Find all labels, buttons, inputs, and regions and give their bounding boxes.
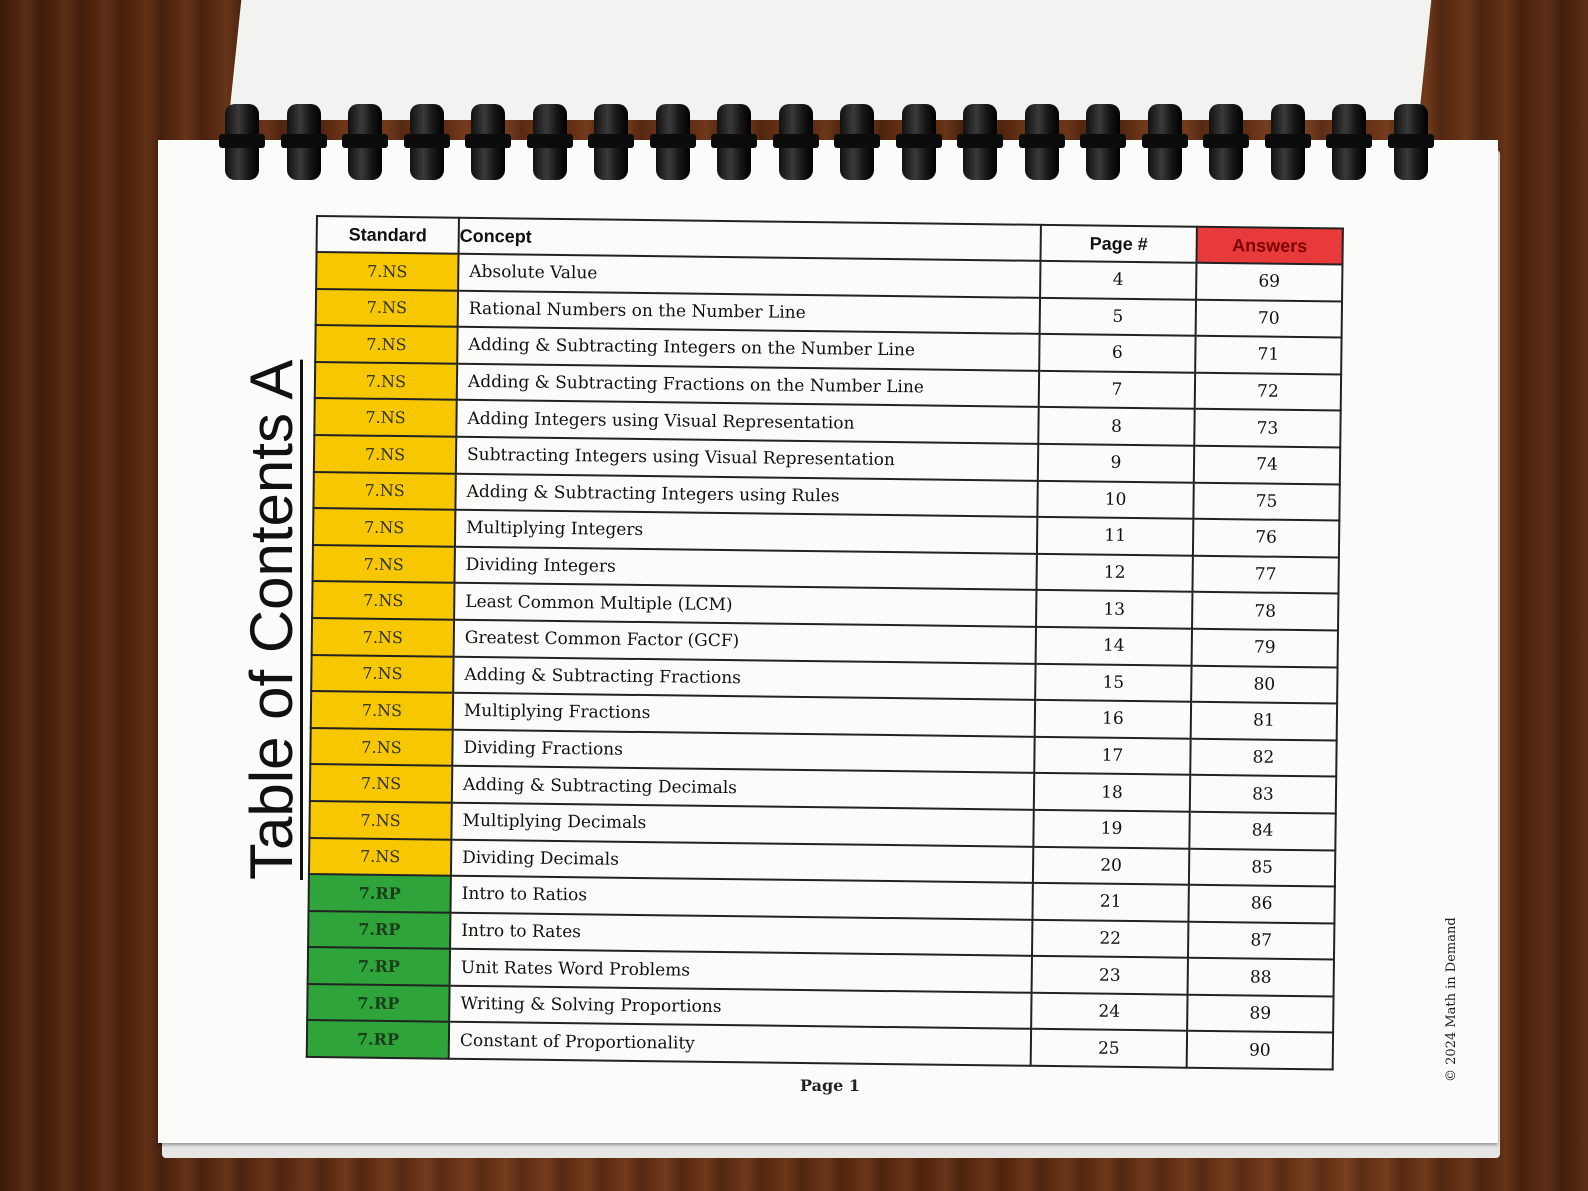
answers-cell: 70 — [1196, 299, 1342, 337]
page-cell: 18 — [1034, 773, 1190, 811]
standard-cell: 7.RP — [309, 874, 451, 912]
concept-text: Dividing Integers — [465, 554, 616, 577]
concept-text: Dividing Decimals — [462, 847, 620, 870]
page-cell: 15 — [1035, 663, 1191, 701]
answers-cell: 87 — [1188, 921, 1334, 959]
page-cell: 4 — [1040, 261, 1196, 299]
binding-coil — [840, 104, 874, 180]
copyright-notice: © 2024 Math in Demand — [1444, 917, 1459, 1082]
page-cell: 22 — [1032, 919, 1188, 957]
standard-cell: 7.NS — [310, 728, 452, 766]
binding-coil — [656, 104, 690, 180]
page-cell: 20 — [1033, 846, 1189, 884]
concept-text: Multiplying Integers — [466, 518, 644, 541]
standard-cell: 7.NS — [314, 435, 456, 473]
page-cell: 21 — [1032, 883, 1188, 921]
binding-coil — [1209, 104, 1243, 180]
concept-text: Absolute Value — [469, 262, 598, 284]
header-concept: Concept — [459, 218, 1041, 261]
standard-cell: 7.NS — [309, 801, 451, 839]
contents-table — [306, 215, 1344, 1071]
standard-cell: 7.NS — [311, 691, 453, 729]
page-number: Page 1 — [800, 1076, 861, 1095]
concept-text: Constant of Proportionality — [459, 1030, 695, 1054]
header-page: Page # — [1040, 225, 1196, 263]
page-cell: 17 — [1034, 737, 1190, 775]
standard-cell: 7.NS — [316, 289, 458, 327]
answers-cell: 69 — [1196, 263, 1342, 301]
standard-cell: 7.NS — [314, 398, 456, 436]
binding-coil — [1271, 104, 1305, 180]
binding-coil — [1086, 104, 1120, 180]
binding-coil — [963, 104, 997, 180]
concept-text: Adding Integers using Visual Representation — [467, 408, 855, 434]
page-cell: 23 — [1032, 956, 1188, 994]
answers-cell: 81 — [1191, 702, 1337, 740]
standard-cell: 7.NS — [310, 764, 452, 802]
concept-cell — [449, 1022, 1031, 1066]
concept-text: Rational Numbers on the Number Line — [468, 298, 806, 323]
page-cell: 9 — [1038, 444, 1194, 482]
page-cell: 19 — [1033, 810, 1189, 848]
standard-cell: 7.NS — [312, 581, 454, 619]
answers-cell: 76 — [1193, 519, 1339, 557]
answers-cell: 77 — [1192, 555, 1338, 593]
answers-cell: 78 — [1192, 592, 1338, 630]
answers-cell: 74 — [1194, 446, 1340, 484]
binding-coil — [533, 104, 567, 180]
binding-coil — [1332, 104, 1366, 180]
page-cell: 24 — [1031, 993, 1187, 1031]
standard-cell: 7.NS — [313, 545, 455, 583]
standard-cell: 7.NS — [313, 472, 455, 510]
page-cell: 14 — [1036, 627, 1192, 665]
concept-text: Dividing Fractions — [463, 737, 624, 760]
binding-coil — [717, 104, 751, 180]
page-cell: 5 — [1040, 297, 1196, 335]
binding-coil — [1394, 104, 1428, 180]
answers-cell: 79 — [1192, 629, 1338, 667]
page-cell: 6 — [1039, 334, 1195, 372]
concept-text: Multiplying Fractions — [463, 701, 651, 724]
concept-text: Adding & Subtracting Integers on the Number Line — [468, 335, 916, 361]
binding-coil — [287, 104, 321, 180]
concept-text: Unit Rates Word Problems — [460, 957, 691, 981]
answers-cell: 89 — [1187, 995, 1333, 1033]
binding-coil — [348, 104, 382, 180]
contents-table-body — [307, 252, 1343, 1070]
binding-coil — [471, 104, 505, 180]
page-cell: 25 — [1031, 1029, 1187, 1067]
binding-coil — [1148, 104, 1182, 180]
answers-cell: 82 — [1190, 738, 1336, 776]
standard-cell: 7.NS — [313, 508, 455, 546]
answers-cell: 83 — [1190, 775, 1336, 813]
concept-text: Adding & Subtracting Integers using Rules — [466, 481, 840, 507]
answers-cell: 88 — [1188, 958, 1334, 996]
concept-text: Adding & Subtracting Decimals — [462, 774, 738, 798]
standard-cell: 7.RP — [308, 911, 450, 949]
standard-cell: 7.RP — [307, 1020, 449, 1058]
standard-cell: 7.RP — [307, 984, 449, 1022]
answers-cell: 86 — [1188, 885, 1334, 923]
standard-cell: 7.NS — [316, 252, 458, 290]
concept-text: Intro to Ratios — [461, 884, 588, 906]
page-cell: 11 — [1037, 517, 1193, 555]
concept-text: Multiplying Decimals — [462, 811, 647, 834]
standard-cell: 7.NS — [309, 837, 451, 875]
binding-coil — [410, 104, 444, 180]
standard-cell: 7.NS — [311, 655, 453, 693]
answers-cell: 71 — [1195, 336, 1341, 374]
answers-cell: 73 — [1194, 409, 1340, 447]
page-cell: 13 — [1036, 590, 1192, 628]
page-title: Table of Contents A — [238, 359, 305, 880]
concept-text: Subtracting Integers using Visual Representation — [466, 445, 896, 471]
binding-coil — [594, 104, 628, 180]
concept-text: Least Common Multiple (LCM) — [465, 591, 733, 615]
header-answers: Answers — [1196, 227, 1342, 265]
standard-cell: 7.NS — [312, 618, 454, 656]
page-cell: 10 — [1037, 480, 1193, 518]
answers-cell: 80 — [1191, 665, 1337, 703]
binding-coil — [1025, 104, 1059, 180]
concept-text: Intro to Rates — [461, 920, 582, 943]
answers-cell: 90 — [1187, 1031, 1333, 1069]
binding-coil — [225, 104, 259, 180]
answers-cell: 85 — [1189, 848, 1335, 886]
concept-text: Adding & Subtracting Fractions on the Number Line — [467, 371, 925, 398]
page-cell: 12 — [1036, 554, 1192, 592]
standard-cell: 7.NS — [315, 325, 457, 363]
concept-text: Writing & Solving Proportions — [460, 993, 722, 1018]
header-standard: Standard — [317, 216, 459, 254]
page-cell: 7 — [1039, 371, 1195, 409]
page-cell: 8 — [1038, 407, 1194, 445]
answers-cell: 84 — [1189, 812, 1335, 850]
answers-cell: 75 — [1193, 482, 1339, 520]
standard-cell: 7.NS — [315, 362, 457, 400]
page-cell: 16 — [1035, 700, 1191, 738]
standard-cell: 7.RP — [308, 947, 450, 985]
answers-cell: 72 — [1195, 373, 1341, 411]
spiral-binding — [215, 100, 1440, 185]
concept-text: Adding & Subtracting Fractions — [464, 664, 742, 689]
concept-text: Greatest Common Factor (GCF) — [464, 628, 740, 652]
binding-coil — [779, 104, 813, 180]
binding-coil — [902, 104, 936, 180]
